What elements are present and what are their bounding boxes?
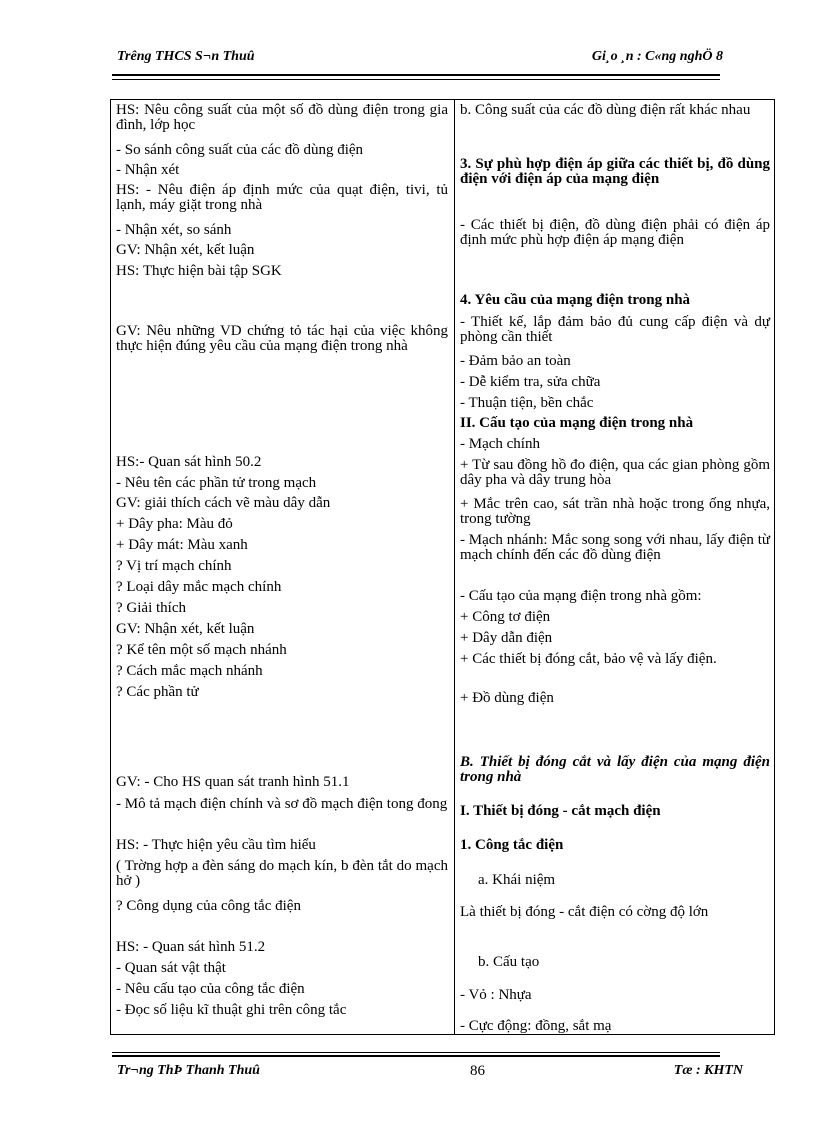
right-line: + Mắc trên cao, sát trần nhà hoặc trong ống nhựa, trong tường [460,496,770,527]
right-line: b. Cấu tạo [478,954,540,970]
right-line: - Mạch chính [460,436,540,452]
left-line: - Nêu cấu tạo của công tắc điện [116,981,305,997]
section-heading: B. Thiết bị đóng cắt và lấy điện của mạng điện trong nhà [460,754,770,785]
right-line: - Cấu tạo của mạng điện trong nhà gồm: [460,588,702,604]
header-rule [112,74,720,76]
right-line: - Đảm bảo an toàn [460,353,571,369]
right-line: - Cực động: đồng, sắt mạ [460,1018,612,1034]
left-line: GV: Nêu những VD chứng tỏ tác hại của việc không thực hiện đúng yêu cầu của mạng điện trong nhà [116,323,448,354]
right-line: - Vỏ : Nhựa [460,987,532,1003]
page-number: 86 [470,1063,485,1079]
left-line: ? Các phần tử [116,684,199,700]
left-line: GV: giải thích cách vẽ màu dây dẫn [116,495,331,511]
right-line: b. Công suất của các đồ dùng điện rất khác nhau [460,102,751,118]
header-subject: Gi¸o ¸n : C«ng nghÖ 8 [591,49,723,64]
right-line: Là thiết bị đóng - cắt điện có cờng độ lớn [460,904,709,920]
right-line: + Đồ dùng điện [460,690,554,706]
footer-rule-thin [112,1052,720,1053]
footer-rule [112,1055,720,1057]
column-divider [454,100,455,1034]
right-line: + Các thiết bị đóng cắt, bảo vệ và lấy điện. [460,651,717,667]
left-line: ( Trờng hợp a đèn sáng do mạch kín, b đèn tắt do mạch hở ) [116,858,448,889]
left-line: GV: Nhận xét, kết luận [116,242,255,258]
header-rule-thin [112,79,720,80]
left-line: + Dây mát: Màu xanh [116,537,248,553]
left-line: - Nhận xét [116,162,180,178]
left-line: HS:- Quan sát hình 50.2 [116,454,262,470]
right-line: a. Khái niệm [478,872,556,888]
right-line: + Từ sau đồng hồ đo điện, qua các gian phòng gồm dây pha và dây trung hòa [460,457,770,488]
section-heading: I. Thiết bị đóng - cắt mạch điện [460,803,661,819]
footer-teacher: Tr¬ng ThÞ Thanh Thuû [117,1063,260,1078]
section-heading: 1. Công tắc điện [460,837,564,853]
left-line: - Nhận xét, so sánh [116,222,232,238]
left-line: + Dây pha: Màu đỏ [116,516,233,532]
right-line: - Các thiết bị điện, đồ dùng điện phải có điện áp định mức phù hợp điện áp mạng điện [460,217,770,248]
header-school: Trêng THCS S¬n Thuû [117,49,255,64]
section-heading: 3. Sự phù hợp điện áp giữa các thiết bị, đồ dùng điện với điện áp của mạng điện [460,156,770,187]
left-line: ? Cách mắc mạch nhánh [116,663,263,679]
section-heading: II. Cấu tạo của mạng điện trong nhà [460,415,694,431]
left-line: HS: - Thực hiện yêu cầu tìm hiểu [116,837,316,853]
right-line: - Mạch nhánh: Mắc song song với nhau, lấy điện từ mạch chính đến các đồ dùng điện [460,532,770,563]
right-line: - Thiết kế, lắp đảm bảo đủ cung cấp điện và dự phòng cần thiết [460,314,770,345]
left-line: - Nêu tên các phần tử trong mạch [116,475,317,491]
left-line: ? Loại dây mắc mạch chính [116,579,282,595]
left-line: - Mô tả mạch điện chính và sơ đồ mạch điện tong đong [116,796,448,812]
left-line: ? Kể tên một số mạch nhánh [116,642,287,658]
right-line: - Dễ kiểm tra, sửa chữa [460,374,601,390]
footer-department: Tæ : KHTN [673,1063,743,1078]
right-line: + Dây dẫn điện [460,630,553,646]
right-line: + Công tơ điện [460,609,551,625]
left-line: HS: Nêu công suất của một số đồ dùng điện trong gia đình, lớp học [116,102,448,133]
section-heading: 4. Yêu cầu của mạng điện trong nhà [460,292,691,308]
left-line: HS: - Nêu điện áp định mức của quạt điện, tivi, tủ lạnh, máy giặt trong nhà [116,182,448,213]
left-line: ? Giải thích [116,600,186,616]
left-line: HS: Thực hiện bài tập SGK [116,263,282,279]
left-line: - So sánh công suất của các đồ dùng điện [116,142,364,158]
left-line: - Đọc số liệu kĩ thuật ghi trên công tắc [116,1002,347,1018]
left-line: GV: - Cho HS quan sát tranh hình 51.1 [116,774,350,790]
right-line: - Thuận tiện, bền chắc [460,395,594,411]
left-line: - Quan sát vật thật [116,960,226,976]
left-line: ? Công dụng của công tắc điện [116,898,301,914]
left-line: GV: Nhận xét, kết luận [116,621,255,637]
left-line: ? Vị trí mạch chính [116,558,232,574]
left-line: HS: - Quan sát hình 51.2 [116,939,266,955]
lesson-table [110,99,775,1035]
